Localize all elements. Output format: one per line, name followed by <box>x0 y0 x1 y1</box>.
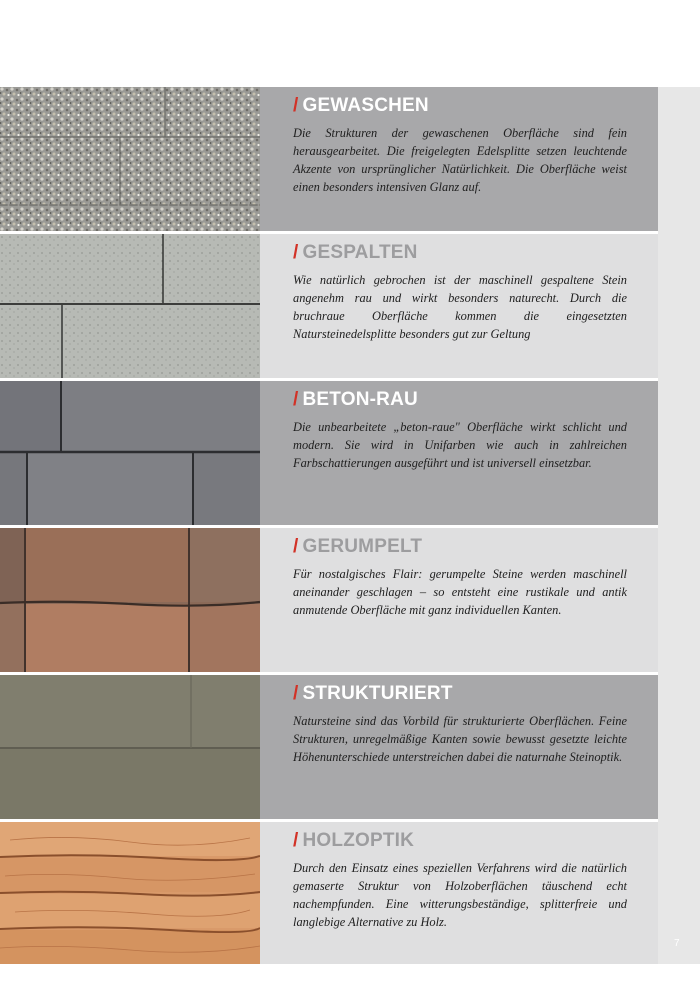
side-margin-strip <box>658 87 700 964</box>
rough-concrete-texture-image <box>0 381 260 525</box>
section-description: Für nostalgisches Flair: gerumpelte Steine werden maschinell aneinander geschlagen – so entsteht eine rustikale und antik anmutende Oberfläche mit ganz individuellen Kanten. <box>293 567 627 617</box>
section-title-text: BETON-RAU <box>302 389 418 410</box>
section-description: Die unbearbeitete „beton-raue" Oberfläche wirkt schlicht und modern. Sie wird in Unifarben wie auch in zahlreichen Farbschattierungen ausgeführt und ist universell einsetzbar. <box>293 420 627 470</box>
washed-concrete-texture-image <box>0 87 260 231</box>
section-gewaschen-panel <box>260 87 658 231</box>
section-gerumpelt-panel <box>260 528 658 672</box>
section-holzoptik-panel <box>260 822 658 964</box>
section-title-text: STRUKTURIERT <box>302 683 453 704</box>
section-description: Wie natürlich gebrochen ist der maschinell gespaltene Stein angenehm rau und wirkt besonders naturecht. Durch die bruchraue Oberfläche kommen die eingesetzten Natursteinedelsplitte besonders gut zur Geltung <box>293 273 627 341</box>
section-title-text: HOLZOPTIK <box>302 830 415 851</box>
section-title <box>293 536 422 558</box>
section-strukturiert-panel <box>260 675 658 819</box>
title-slash: / <box>293 95 299 116</box>
page-number: 7 <box>674 938 680 949</box>
title-slash: / <box>293 536 299 557</box>
section-description: Die Strukturen der gewaschenen Oberfläche sind fein herausgearbeitet. Die freigelegten Edelsplitte setzen leuchtende Akzente von ursprünglicher Natürlichkeit. Die Oberfläche weist einen besonders intensiven Glanz auf. <box>293 126 627 194</box>
title-slash: / <box>293 683 299 704</box>
structured-stone-texture-image <box>0 675 260 819</box>
section-strukturiert <box>0 675 658 819</box>
section-title-text: GERUMPELT <box>302 536 423 557</box>
section-holzoptik <box>0 822 658 964</box>
section-title <box>293 389 418 411</box>
section-title <box>293 242 418 264</box>
section-title <box>293 683 453 705</box>
split-stone-texture-image <box>0 234 260 378</box>
section-description: Durch den Einsatz eines speziellen Verfahrens wird die natürlich gemaserte Struktur von Holzoberflächen täuschend echt nachempfunden. Eine witterungsbeständige, splitterfreie und langlebige Alternative zu Holz. <box>293 861 627 929</box>
section-gewaschen <box>0 87 658 231</box>
title-slash: / <box>293 242 299 263</box>
section-title <box>293 95 429 117</box>
section-title-text: GESPALTEN <box>302 242 418 263</box>
wood-look-texture-image <box>0 822 260 964</box>
section-gerumpelt <box>0 528 658 672</box>
section-title-text: GEWASCHEN <box>302 95 429 116</box>
title-slash: / <box>293 830 299 851</box>
title-slash: / <box>293 389 299 410</box>
tumbled-stone-texture-image <box>0 528 260 672</box>
section-gespalten-panel <box>260 234 658 378</box>
section-title <box>293 830 414 852</box>
section-beton-rau-panel <box>260 381 658 525</box>
section-description: Natursteine sind das Vorbild für strukturierte Oberflächen. Feine Strukturen, unregelmäßige Kanten sowie bewusst gesetzte leichte Höhenunterschiede unterstreichen dabei die naturnahe Steinoptik. <box>293 714 627 764</box>
section-gespalten <box>0 234 658 378</box>
section-beton-rau <box>0 381 658 525</box>
